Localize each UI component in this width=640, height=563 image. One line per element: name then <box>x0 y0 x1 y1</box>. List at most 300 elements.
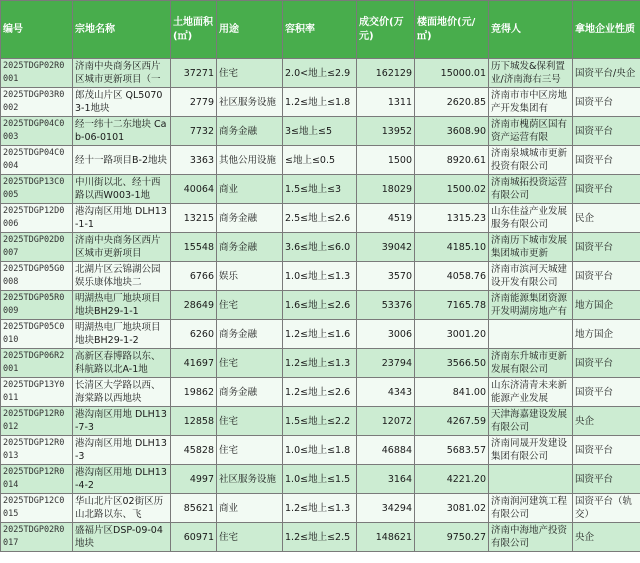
cell-enterprise-type <box>573 320 640 349</box>
cell-text: 1.0≤地上≤1.5 <box>285 473 351 485</box>
cell-usage <box>217 523 283 552</box>
cell-plot-ratio <box>283 349 357 378</box>
cell-land-area <box>171 233 217 262</box>
cell-text: 18029 <box>381 183 412 195</box>
cell-text: 2620.85 <box>446 96 486 108</box>
cell-text: 1.2≤地上≤2.6 <box>285 386 351 398</box>
cell-text: 162129 <box>375 67 412 79</box>
cell-text: 1.5≤地上≤2.2 <box>285 415 351 427</box>
cell-winner <box>489 88 573 117</box>
cell-code <box>1 523 73 552</box>
cell-land-area <box>171 204 217 233</box>
cell-enterprise-type <box>573 233 640 262</box>
cell-text: 地方国企 <box>575 328 614 340</box>
table-row <box>1 262 640 291</box>
cell-deal-price <box>357 378 415 407</box>
cell-floor-price <box>415 465 489 494</box>
cell-land-area <box>171 494 217 523</box>
cell-text: 国资平台 <box>575 357 614 369</box>
cell-parcel-name <box>73 465 171 494</box>
cell-deal-price <box>357 262 415 291</box>
cell-text: 2025TDGP02R0 001 <box>3 61 65 84</box>
cell-code <box>1 291 73 320</box>
cell-land-area <box>171 291 217 320</box>
table-row <box>1 117 640 146</box>
cell-plot-ratio <box>283 262 357 291</box>
cell-text: 148621 <box>375 531 412 543</box>
cell-parcel-name <box>73 175 171 204</box>
cell-parcel-name <box>73 88 171 117</box>
cell-text: 1.2≤地上≤1.8 <box>285 96 351 108</box>
cell-text: 2025TDGP05C0 010 <box>3 322 65 345</box>
cell-text: 39042 <box>381 241 412 253</box>
table-row <box>1 465 640 494</box>
cell-text: 4997 <box>189 473 214 485</box>
table-row <box>1 523 640 552</box>
cell-text: 2025TDGP02R0 017 <box>3 525 65 548</box>
cell-parcel-name <box>73 233 171 262</box>
cell-text: 4185.10 <box>446 241 486 253</box>
cell-land-area <box>171 262 217 291</box>
cell-deal-price <box>357 494 415 523</box>
cell-text: 3363 <box>189 154 214 166</box>
cell-text: 2025TDGP02D0 007 <box>3 235 65 258</box>
cell-floor-price <box>415 523 489 552</box>
cell-land-area <box>171 59 217 88</box>
cell-text: 6260 <box>189 328 214 340</box>
cell-deal-price <box>357 175 415 204</box>
cell-enterprise-type <box>573 291 640 320</box>
cell-text: 46884 <box>381 444 412 456</box>
cell-land-area <box>171 436 217 465</box>
cell-text: 商务金融 <box>219 328 258 340</box>
cell-code <box>1 436 73 465</box>
cell-code <box>1 407 73 436</box>
cell-text: 60971 <box>183 531 214 543</box>
cell-text: 8920.61 <box>446 154 486 166</box>
cell-winner <box>489 407 573 436</box>
cell-deal-price <box>357 523 415 552</box>
cell-text: 郎茂山片区 QL50703-1地块 <box>75 90 163 114</box>
cell-usage <box>217 233 283 262</box>
cell-deal-price <box>357 407 415 436</box>
cell-deal-price <box>357 291 415 320</box>
cell-text: 社区服务设施 <box>219 96 277 108</box>
cell-floor-price <box>415 175 489 204</box>
table-row <box>1 175 640 204</box>
cell-text: 住宅 <box>219 67 239 79</box>
cell-text: 天津海嘉建设发展有限公司 <box>491 409 568 433</box>
cell-text: 济南润河建筑工程有限公司 <box>491 496 568 520</box>
cell-usage <box>217 320 283 349</box>
cell-enterprise-type <box>573 494 640 523</box>
table-row <box>1 88 640 117</box>
cell-text: 国资平台 <box>575 270 614 282</box>
cell-plot-ratio <box>283 320 357 349</box>
cell-usage <box>217 175 283 204</box>
cell-land-area <box>171 88 217 117</box>
cell-usage <box>217 262 283 291</box>
cell-text: 央企 <box>575 531 595 543</box>
cell-floor-price <box>415 262 489 291</box>
cell-plot-ratio <box>283 494 357 523</box>
cell-text: 53376 <box>381 299 412 311</box>
cell-code <box>1 146 73 175</box>
cell-text: 盛福片区DSP-09-04地块 <box>75 525 163 549</box>
cell-winner <box>489 117 573 146</box>
cell-enterprise-type <box>573 175 640 204</box>
header-cell-parcel-name: 宗地名称 <box>73 1 171 59</box>
header-cell-land-area: 土地面积(㎡) <box>171 1 217 59</box>
cell-text: 经十一路项目B-2地块 <box>75 154 167 166</box>
cell-text: 1.2≤地上≤1.3 <box>285 502 351 514</box>
cell-winner <box>489 233 573 262</box>
cell-text: 2.0<地上≤2.9 <box>285 67 351 79</box>
cell-land-area <box>171 407 217 436</box>
cell-text: 15000.01 <box>440 67 486 79</box>
cell-text: 5683.57 <box>446 444 486 456</box>
cell-deal-price <box>357 204 415 233</box>
cell-text: 1.5≤地上≤3 <box>285 183 342 195</box>
cell-text: 841.00 <box>452 386 486 398</box>
cell-floor-price <box>415 59 489 88</box>
cell-parcel-name <box>73 436 171 465</box>
cell-enterprise-type <box>573 407 640 436</box>
cell-code <box>1 117 73 146</box>
cell-floor-price <box>415 204 489 233</box>
cell-floor-price <box>415 378 489 407</box>
cell-text: 4519 <box>387 212 412 224</box>
cell-code <box>1 349 73 378</box>
table-row <box>1 291 640 320</box>
cell-text: 港沟南区用地 DLH13-1-1 <box>75 206 167 230</box>
cell-text: 3566.50 <box>446 357 486 369</box>
cell-text: 12072 <box>381 415 412 427</box>
cell-text: 其他公用设施 <box>219 154 277 166</box>
table-row <box>1 146 640 175</box>
cell-code <box>1 233 73 262</box>
cell-winner <box>489 436 573 465</box>
cell-floor-price <box>415 494 489 523</box>
cell-parcel-name <box>73 262 171 291</box>
cell-text: 7732 <box>189 125 214 137</box>
cell-text: 商务金融 <box>219 212 258 224</box>
cell-land-area <box>171 146 217 175</box>
cell-text: 1500.02 <box>446 183 486 195</box>
cell-text: 2025TDGP13Y0 011 <box>3 380 65 403</box>
cell-deal-price <box>357 436 415 465</box>
header-cell-code: 编号 <box>1 1 73 59</box>
table-row <box>1 204 640 233</box>
cell-text: 1311 <box>387 96 412 108</box>
cell-text: 2025TDGP03R0 002 <box>3 90 65 113</box>
header-cell-winner: 竞得人 <box>489 1 573 59</box>
cell-deal-price <box>357 233 415 262</box>
cell-text: 民企 <box>575 212 595 224</box>
cell-text: 经一纬十二东地块 Cab-06-0101 <box>75 119 167 143</box>
cell-plot-ratio <box>283 378 357 407</box>
cell-text: 2025TDGP04C0 003 <box>3 119 65 142</box>
cell-usage <box>217 465 283 494</box>
cell-plot-ratio <box>283 465 357 494</box>
cell-winner <box>489 204 573 233</box>
cell-text: 住宅 <box>219 444 239 456</box>
cell-enterprise-type <box>573 59 640 88</box>
table-row <box>1 349 640 378</box>
cell-text: 2025TDGP04C0 004 <box>3 148 65 171</box>
cell-text: 社区服务设施 <box>219 473 277 485</box>
cell-text: 4058.76 <box>446 270 486 282</box>
cell-text: 长清区大学路以西、海棠路以西地块 <box>75 380 161 404</box>
cell-text: 2025TDGP13C0 005 <box>3 177 65 200</box>
cell-text: 国资平台 <box>575 386 614 398</box>
cell-enterprise-type <box>573 436 640 465</box>
cell-text: 28649 <box>183 299 214 311</box>
cell-usage <box>217 117 283 146</box>
cell-parcel-name <box>73 320 171 349</box>
cell-text: 9750.27 <box>446 531 486 543</box>
cell-plot-ratio <box>283 233 357 262</box>
cell-text: 历下城发&保利置业/济南海右三号 <box>491 61 565 85</box>
cell-text: 13952 <box>381 125 412 137</box>
cell-floor-price <box>415 117 489 146</box>
cell-text: 国资平台 <box>575 473 614 485</box>
cell-usage <box>217 494 283 523</box>
cell-text: 济南市槐荫区国有资产运营有限 <box>491 119 568 143</box>
cell-text: 济南中海地产投资有限公司 <box>491 525 568 549</box>
cell-text: 2025TDGP06R2 001 <box>3 351 65 374</box>
cell-land-area <box>171 465 217 494</box>
cell-enterprise-type <box>573 523 640 552</box>
table-row <box>1 320 640 349</box>
cell-deal-price <box>357 88 415 117</box>
cell-text: 国资平台 <box>575 96 614 108</box>
cell-text: 住宅 <box>219 531 239 543</box>
cell-text: 商业 <box>219 502 239 514</box>
table-row <box>1 436 640 465</box>
cell-text: 济南中央商务区西片区城市更新项目 <box>75 235 161 259</box>
cell-text: 济南市市中区房地产开发集团有 <box>491 90 568 114</box>
cell-parcel-name <box>73 349 171 378</box>
cell-text: 港沟南区用地 DLH13-4-2 <box>75 467 167 491</box>
cell-text: 娱乐 <box>219 270 239 282</box>
header-cell-usage: 用途 <box>217 1 283 59</box>
cell-winner <box>489 349 573 378</box>
cell-text: 3164 <box>387 473 412 485</box>
cell-text: 济南中央商务区西片区城市更新项目（一 <box>75 61 161 85</box>
cell-usage <box>217 378 283 407</box>
cell-enterprise-type <box>573 349 640 378</box>
cell-text: 40064 <box>183 183 214 195</box>
cell-text: 港沟南区用地 DLH13-3 <box>75 438 167 462</box>
cell-deal-price <box>357 465 415 494</box>
table-row <box>1 407 640 436</box>
cell-text: 41697 <box>183 357 214 369</box>
cell-code <box>1 204 73 233</box>
cell-text: 济南同晟开发建设集团有限公司 <box>491 438 568 462</box>
cell-plot-ratio <box>283 291 357 320</box>
cell-text: 34294 <box>381 502 412 514</box>
cell-deal-price <box>357 349 415 378</box>
cell-land-area <box>171 523 217 552</box>
cell-plot-ratio <box>283 407 357 436</box>
cell-text: 2025TDGP12C0 015 <box>3 496 65 519</box>
cell-text: 济南城拓投资运营有限公司 <box>491 177 568 201</box>
cell-text: 23794 <box>381 357 412 369</box>
cell-floor-price <box>415 291 489 320</box>
cell-text: 12858 <box>183 415 214 427</box>
cell-winner <box>489 146 573 175</box>
cell-code <box>1 175 73 204</box>
cell-text: 2025TDGP12R0 012 <box>3 409 65 432</box>
cell-text: 3081.02 <box>446 502 486 514</box>
cell-text: 央企 <box>575 415 595 427</box>
header-cell-enterprise-type: 拿地企业性质 <box>573 1 640 59</box>
cell-text: 国资平台/央企 <box>575 67 636 79</box>
cell-parcel-name <box>73 117 171 146</box>
cell-deal-price <box>357 146 415 175</box>
cell-text: 高新区春博路以东、科航路以北A-1地 <box>75 351 161 375</box>
cell-plot-ratio <box>283 59 357 88</box>
cell-text: 2025TDGP05R0 009 <box>3 293 65 316</box>
cell-land-area <box>171 320 217 349</box>
cell-usage <box>217 407 283 436</box>
cell-winner <box>489 291 573 320</box>
cell-parcel-name <box>73 59 171 88</box>
cell-text: 3001.20 <box>446 328 486 340</box>
cell-winner <box>489 59 573 88</box>
cell-text: 1500 <box>387 154 412 166</box>
cell-parcel-name <box>73 204 171 233</box>
cell-text: 国资平台 <box>575 154 614 166</box>
cell-text: 华山北片区02街区历山北路以东、飞 <box>75 496 164 520</box>
cell-text: 国资平台（轨交） <box>575 496 633 520</box>
cell-text: 商务金融 <box>219 241 258 253</box>
cell-usage <box>217 146 283 175</box>
cell-text: 济南历下城市发展集团城市更新 <box>491 235 568 259</box>
cell-plot-ratio <box>283 204 357 233</box>
cell-code <box>1 88 73 117</box>
cell-text: 1315.23 <box>446 212 486 224</box>
cell-text: 商业 <box>219 183 239 195</box>
cell-text: 商务金融 <box>219 386 258 398</box>
cell-text: 19862 <box>183 386 214 398</box>
cell-code <box>1 494 73 523</box>
cell-text: 3608.90 <box>446 125 486 137</box>
cell-land-area <box>171 117 217 146</box>
cell-winner <box>489 262 573 291</box>
cell-plot-ratio <box>283 523 357 552</box>
cell-usage <box>217 291 283 320</box>
cell-text: 北湖片区云锦湖公园娱乐康体地块二 <box>75 264 161 288</box>
cell-text: 济南市滨河天城建设开发有限公司 <box>491 264 568 288</box>
header-cell-plot-ratio: 容积率 <box>283 1 357 59</box>
cell-code <box>1 320 73 349</box>
cell-parcel-name <box>73 523 171 552</box>
cell-text: 1.2≤地上≤1.3 <box>285 357 351 369</box>
cell-text: 13215 <box>183 212 214 224</box>
cell-usage <box>217 88 283 117</box>
cell-parcel-name <box>73 378 171 407</box>
cell-text: 2025TDGP12R0 013 <box>3 438 65 461</box>
cell-plot-ratio <box>283 146 357 175</box>
cell-parcel-name <box>73 494 171 523</box>
cell-text: 港沟南区用地 DLH13-7-3 <box>75 409 167 433</box>
cell-deal-price <box>357 117 415 146</box>
cell-enterprise-type <box>573 88 640 117</box>
cell-parcel-name <box>73 407 171 436</box>
cell-text: 地方国企 <box>575 299 614 311</box>
cell-enterprise-type <box>573 146 640 175</box>
cell-text: 山东济清青未来新能源产业发展 <box>491 380 568 404</box>
cell-text: 2025TDGP12R0 014 <box>3 467 65 490</box>
cell-text: 济南能源集团资源开发明湖房地产有 <box>491 293 568 317</box>
cell-text: 15548 <box>183 241 214 253</box>
cell-floor-price <box>415 233 489 262</box>
cell-deal-price <box>357 320 415 349</box>
cell-text: 1.0≤地上≤1.8 <box>285 444 351 456</box>
cell-text: 国资平台 <box>575 183 614 195</box>
cell-enterprise-type <box>573 262 640 291</box>
cell-plot-ratio <box>283 117 357 146</box>
cell-text: 6766 <box>189 270 214 282</box>
cell-floor-price <box>415 349 489 378</box>
cell-code <box>1 59 73 88</box>
cell-enterprise-type <box>573 378 640 407</box>
cell-plot-ratio <box>283 88 357 117</box>
table-row <box>1 378 640 407</box>
cell-land-area <box>171 349 217 378</box>
cell-enterprise-type <box>573 465 640 494</box>
cell-text: 住宅 <box>219 357 239 369</box>
cell-plot-ratio <box>283 175 357 204</box>
cell-text: 85621 <box>183 502 214 514</box>
cell-text: 2025TDGP05G0 008 <box>3 264 65 287</box>
cell-parcel-name <box>73 291 171 320</box>
cell-text: 4343 <box>387 386 412 398</box>
cell-winner <box>489 378 573 407</box>
cell-winner <box>489 320 573 349</box>
cell-text: 济南泉城城市更新投资有限公司 <box>491 148 568 172</box>
cell-text: 3570 <box>387 270 412 282</box>
cell-winner <box>489 523 573 552</box>
cell-text: 商务金融 <box>219 125 258 137</box>
cell-floor-price <box>415 146 489 175</box>
table-row <box>1 494 640 523</box>
cell-usage <box>217 59 283 88</box>
header-cell-floor-price: 楼面地价(元/㎡) <box>415 1 489 59</box>
cell-parcel-name <box>73 146 171 175</box>
table-row <box>1 59 640 88</box>
cell-winner <box>489 175 573 204</box>
cell-text: 3≤地上≤5 <box>285 125 333 137</box>
cell-text: 2.5≤地上≤2.6 <box>285 212 351 224</box>
cell-text: ≤地上≤0.5 <box>285 154 336 166</box>
cell-land-area <box>171 378 217 407</box>
cell-text: 明湖热电厂地块项目地块BH29-1-2 <box>75 322 161 346</box>
cell-text: 1.2≤地上≤2.5 <box>285 531 351 543</box>
cell-code <box>1 465 73 494</box>
cell-text: 4221.20 <box>446 473 486 485</box>
cell-floor-price <box>415 320 489 349</box>
cell-land-area <box>171 175 217 204</box>
cell-floor-price <box>415 88 489 117</box>
cell-plot-ratio <box>283 436 357 465</box>
cell-text: 37271 <box>183 67 214 79</box>
cell-text: 中川街以北、经十西路以西W003-1地 <box>75 177 161 201</box>
cell-text: 3.6≤地上≤6.0 <box>285 241 351 253</box>
cell-enterprise-type <box>573 117 640 146</box>
